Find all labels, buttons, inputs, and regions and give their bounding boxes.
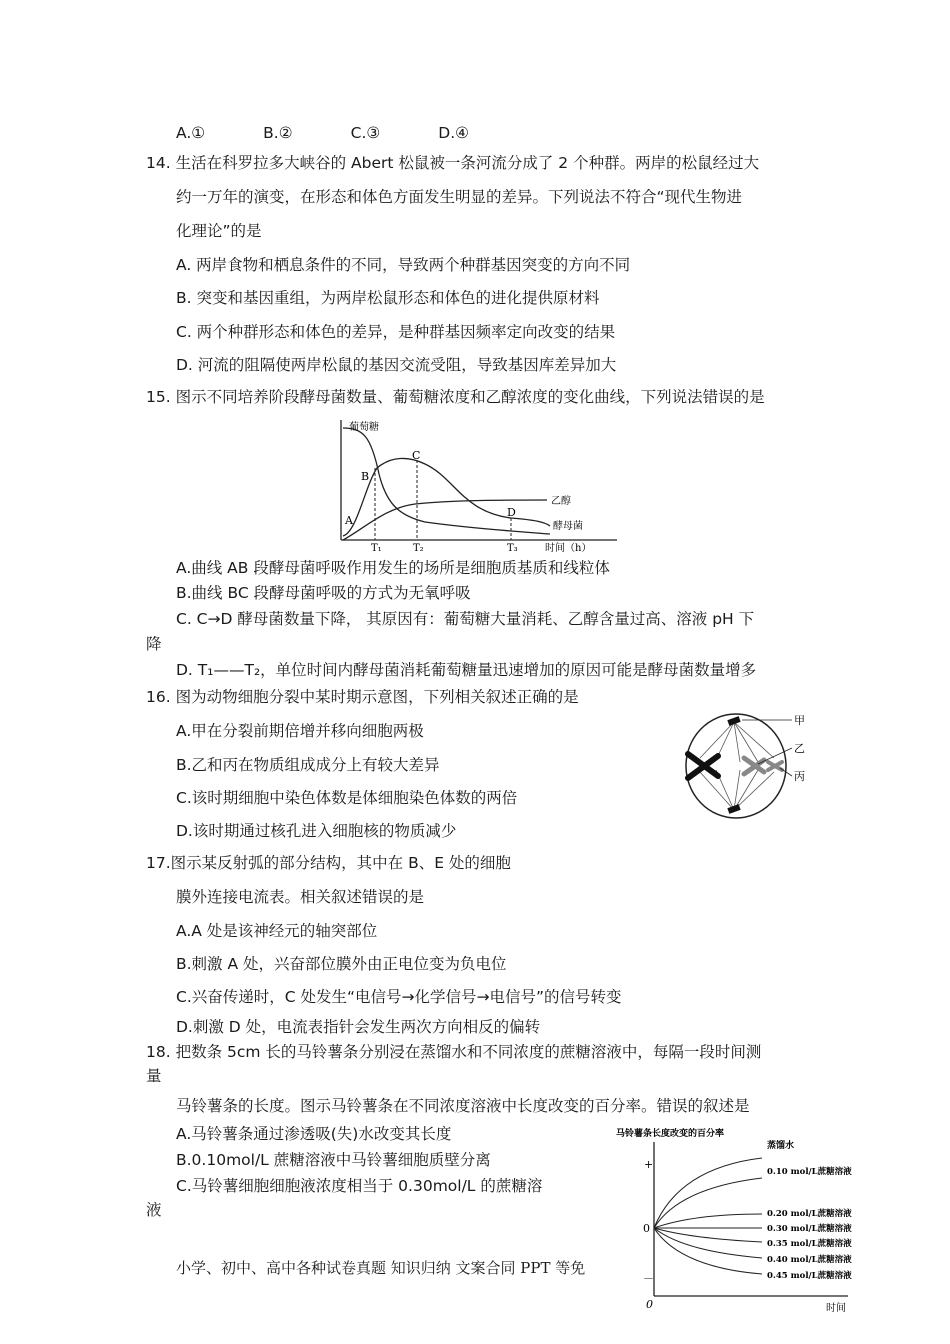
q13-option-b: B.② [263, 124, 293, 142]
footer-text: 小学、初中、高中各种试卷真题 知识归纳 文案合同 PPT 等免 [176, 1259, 586, 1277]
q16-option-a: A.甲在分裂前期倍增并移向细胞两极 [176, 722, 424, 740]
curve-045 [654, 1228, 762, 1274]
series-010-label: 0.10 mol/L蔗糖溶液 [767, 1167, 852, 1177]
q15-option-c: C. C→D 酵母菌数量下降， 其原因有：葡萄糖大量消耗、乙醇含量过高、溶液 pH 下 [176, 610, 755, 628]
tick-t1: T₁ [371, 543, 382, 554]
minus-sign: － [643, 1272, 654, 1285]
q17-option-c: C.兴奋传递时，C 处发生“电信号→化学信号→电信号”的信号转变 [176, 988, 622, 1006]
series-035-label: 0.35 mol/L蔗糖溶液 [767, 1239, 852, 1249]
x-axis-label: 时间（h） [545, 543, 592, 554]
q16-option-b: B.乙和丙在物质组成成分上有较大差异 [176, 756, 440, 774]
curve-010 [654, 1178, 762, 1228]
chromosome-middle [744, 758, 764, 774]
point-c: C [412, 449, 421, 462]
point-d: D [507, 506, 516, 519]
curve-020 [654, 1214, 762, 1228]
label-yi: 乙 [794, 742, 805, 755]
centrosome-bottom [727, 804, 740, 814]
q17-option-a: A.A 处是该神经元的轴突部位 [176, 922, 378, 940]
cell-division-figure [680, 706, 815, 836]
label-bing: 丙 [794, 770, 805, 783]
q14-stem-line-3: 化理论”的是 [176, 222, 262, 240]
q16-stem: 16. 图为动物细胞分裂中某时期示意图，下列相关叙述正确的是 [146, 688, 579, 706]
plus-sign: + [644, 1158, 654, 1171]
q18-option-a: A.马铃薯条通过渗透吸(失)水改变其长度 [176, 1125, 452, 1143]
q14-stem-line-2: 约一万年的演变，在形态和体色方面发生明显的差异。下列说法不符合“现代生物进 [176, 188, 743, 206]
q16-option-c: C.该时期细胞中染色体数是体细胞染色体数的两倍 [176, 789, 518, 807]
q14-option-b: B. 突变和基因重组，为两岸松鼠形态和体色的进化提供原材料 [176, 289, 600, 307]
q13-option-c: C.③ [350, 124, 381, 142]
curve-040 [654, 1228, 762, 1258]
glucose-label: 葡萄糖 [349, 422, 379, 433]
chromosome-left [688, 754, 718, 778]
yeast-label: 酵母菌 [553, 521, 583, 532]
q15-option-a: A.曲线 AB 段酵母菌呼吸作用发生的场所是细胞质基质和线粒体 [176, 559, 610, 577]
q15-option-b: B.曲线 BC 段酵母菌呼吸的方式为无氧呼吸 [176, 584, 471, 602]
chromosome-right [768, 762, 782, 770]
q17-stem-line-1: 17.图示某反射弧的部分结构，其中在 B、E 处的细胞 [146, 854, 511, 872]
series-040-label: 0.40 mol/L蔗糖溶液 [767, 1255, 852, 1265]
tick-t3: T₃ [507, 543, 518, 554]
series-020-label: 0.20 mol/L蔗糖溶液 [767, 1209, 852, 1219]
q15-option-d: D. T₁——T₂，单位时间内酵母菌消耗葡萄糖量迅速增加的原因可能是酵母菌数量增多 [176, 661, 757, 679]
q18-stem-line-1: 18. 把数条 5cm 长的马铃薯条分别浸在蒸馏水和不同浓度的蔗糖溶液中，每隔一段时间测 [146, 1043, 762, 1061]
series-water-label: 蒸馏水 [767, 1141, 795, 1151]
ethanol-label: 乙醇 [551, 496, 571, 507]
tick-t2: T₂ [413, 543, 424, 554]
figure-title: 马铃薯条长度改变的百分率 [616, 1129, 725, 1139]
zero-label: 0 [643, 1222, 650, 1235]
q18-stem-line-3: 马铃薯条的长度。图示马铃薯条在不同浓度溶液中长度改变的百分率。错误的叙述是 [176, 1097, 750, 1115]
q15-option-c-wrap: 降 [146, 635, 162, 653]
q17-option-b: B.刺激 A 处，兴奋部位膜外由正电位变为负电位 [176, 955, 507, 973]
label-jia: 甲 [794, 714, 805, 727]
point-a: A [345, 514, 353, 527]
q13-options [176, 122, 527, 144]
q18-option-c-wrap: 液 [146, 1201, 162, 1219]
q18-option-c: C.马铃薯细胞细胞液浓度相当于 0.30mol/L 的蔗糖溶 [176, 1177, 543, 1195]
x-axis-label: 时间 [826, 1303, 846, 1314]
q14-option-d: D. 河流的阻隔使两岸松鼠的基因交流受阻，导致基因库差异加大 [176, 356, 617, 374]
q14-option-c: C. 两个种群形态和体色的差异，是种群基因频率定向改变的结果 [176, 323, 616, 341]
series-045-label: 0.45 mol/L蔗糖溶液 [767, 1271, 852, 1281]
ethanol-curve [343, 500, 547, 540]
q13-option-a: A.① [176, 124, 206, 142]
q15-stem: 15. 图示不同培养阶段酵母菌数量、葡萄糖浓度和乙醇浓度的变化曲线，下列说法错误的是 [146, 388, 765, 406]
q17-stem-line-2: 膜外连接电流表。相关叙述错误的是 [176, 888, 425, 906]
q18-stem-line-2: 量 [146, 1067, 162, 1085]
q17-option-d: D.刺激 D 处，电流表指针会发生两次方向相反的偏转 [176, 1018, 541, 1036]
series-030-label: 0.30 mol/L蔗糖溶液 [767, 1224, 852, 1234]
q18-option-b: B.0.10mol/L 蔗糖溶液中马铃薯细胞质壁分离 [176, 1151, 491, 1169]
q14-stem-line-1: 14. 生活在科罗拉多大峡谷的 Abert 松鼠被一条河流分成了 2 个种群。两岸的松鼠经过大 [146, 154, 760, 172]
q13-option-d: D.④ [438, 124, 470, 142]
curve-035 [654, 1228, 762, 1242]
point-b: B [361, 470, 370, 483]
q16-option-d: D.该时期通过核孔进入细胞核的物质减少 [176, 822, 457, 840]
q14-option-a: A. 两岸食物和栖息条件的不同，导致两个种群基因突变的方向不同 [176, 256, 631, 274]
yeast-culture-figure [335, 416, 625, 554]
potato-strip-figure [612, 1124, 870, 1314]
origin-label: 0 [646, 1298, 653, 1311]
curve-water [654, 1158, 762, 1228]
